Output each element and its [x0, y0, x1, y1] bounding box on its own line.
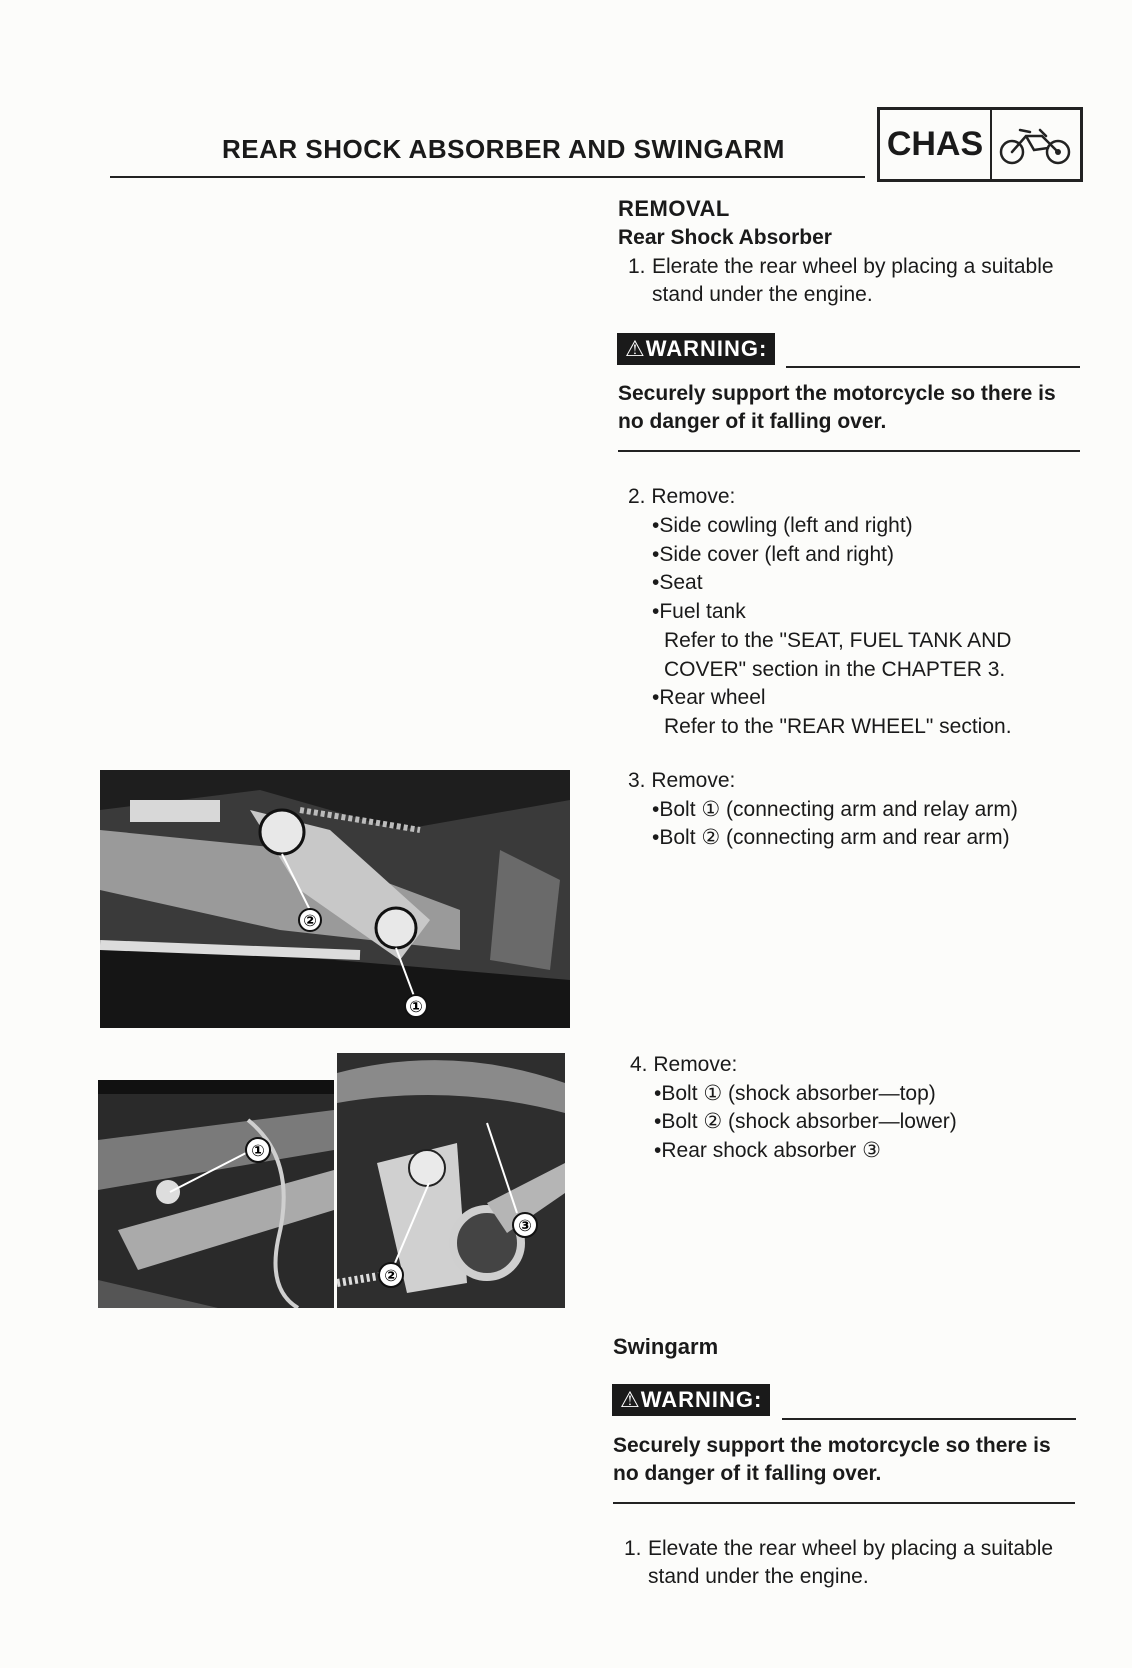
reference-note: COVER" section in the CHAPTER 3.	[664, 658, 1006, 681]
photo-shock-lower	[337, 1053, 565, 1308]
warning-end-rule	[613, 1502, 1075, 1504]
step1-number: 1.	[624, 1537, 642, 1560]
removal-heading: REMOVAL	[618, 196, 730, 221]
step1-line2: stand under the engine.	[652, 283, 873, 306]
photo-shock-top	[98, 1080, 334, 1308]
step1-line1: Elerate the rear wheel by placing a suitable	[652, 255, 1054, 278]
motorcycle-icon	[992, 110, 1080, 179]
list-item: •Rear shock absorber ③	[654, 1139, 881, 1162]
step4-title: 4. Remove:	[630, 1053, 738, 1076]
warning-end-rule	[618, 450, 1080, 452]
photo-connecting-arm	[100, 770, 570, 1028]
reference-note: Refer to the "REAR WHEEL" section.	[664, 715, 1012, 738]
warning-rule	[786, 366, 1080, 368]
callout-label: ①	[251, 1143, 265, 1160]
reference-note: Refer to the "SEAT, FUEL TANK AND	[664, 629, 1012, 652]
callout-label: ①	[409, 999, 423, 1016]
list-item: •Side cover (left and right)	[652, 543, 894, 566]
list-item: •Side cowling (left and right)	[652, 514, 913, 537]
header-rule	[110, 176, 865, 178]
warning-badge: ⚠WARNING:	[617, 333, 775, 365]
swingarm-heading: Swingarm	[613, 1334, 719, 1359]
list-item: •Bolt ① (shock absorber—top)	[654, 1082, 936, 1105]
list-item: •Bolt ② (shock absorber—lower)	[654, 1110, 957, 1133]
warning-rule	[782, 1418, 1076, 1420]
list-item: •Bolt ② (connecting arm and rear arm)	[652, 826, 1010, 849]
warning-text-line2: no danger of it falling over.	[618, 410, 887, 433]
callout-label: ③	[518, 1218, 532, 1235]
section-tab	[877, 107, 1083, 182]
list-item: •Fuel tank	[652, 600, 746, 623]
callout-label: ②	[384, 1268, 398, 1285]
step1-line1: Elevate the rear wheel by placing a suitable	[648, 1537, 1054, 1560]
warning-text-line1: Securely support the motorcycle so there is	[613, 1434, 1051, 1457]
step1-number: 1.	[628, 255, 646, 278]
list-item: •Rear wheel	[652, 686, 766, 709]
section-code: CHAS	[880, 110, 992, 179]
warning-badge: ⚠WARNING:	[612, 1384, 770, 1416]
step1-line2: stand under the engine.	[648, 1565, 869, 1588]
list-item: •Bolt ① (connecting arm and relay arm)	[652, 798, 1018, 821]
step3-title: 3. Remove:	[628, 769, 736, 792]
step2-title: 2. Remove:	[628, 485, 736, 508]
warning-text-line1: Securely support the motorcycle so there is	[618, 382, 1056, 405]
list-item: •Seat	[652, 571, 703, 594]
warning-text-line2: no danger of it falling over.	[613, 1462, 882, 1485]
rear-shock-subheading: Rear Shock Absorber	[618, 226, 832, 249]
callout-label: ②	[303, 913, 317, 930]
page-title: REAR SHOCK ABSORBER AND SWINGARM	[222, 134, 785, 164]
